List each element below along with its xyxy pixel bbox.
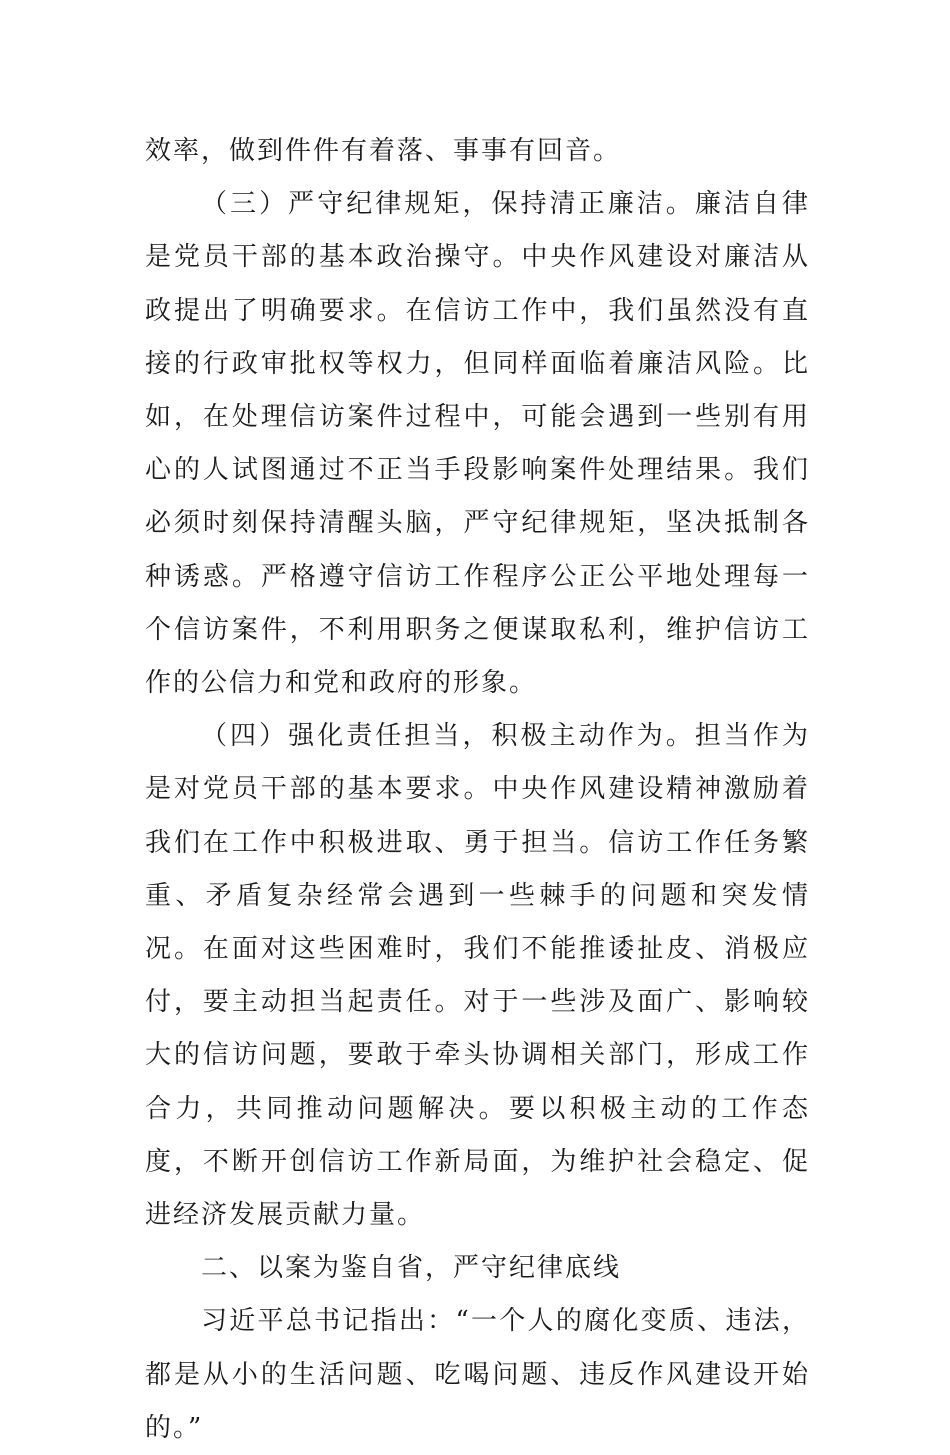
section-heading: 二、以案为鉴自省，严守纪律底线 bbox=[201, 1253, 622, 1284]
paragraph-quote: 习近平总书记指出：“一个人的腐化变质、违法，都是从小的生活问题、吃喝问题、违反作风建设开始的。” bbox=[145, 1306, 810, 1443]
paragraph-continuation: 效率，做到件件有着落、事事有回音。 bbox=[145, 136, 622, 166]
paragraph-section-three: （三）严守纪律规矩，保持清正廉洁。廉洁自律是党员干部的基本政治操守。中央作风建设对廉洁从政提出了明确要求。在信访工作中，我们虽然没有直接的行政审批权等权力，但同样面临着廉洁风险。比如，在处理信访案件过程中，可能会遇到一些别有用心的人试图通过不正当手段影响案件处理结果。我们必须时刻保持清醒头脑，严守纪律规矩，坚决抵制各种诱惑。严格遵守信访工作程序公正公平地处理每一个信访案件，不利用职务之便谋取私利，维护信访工作的公信力和党和政府的形象。 bbox=[145, 189, 810, 699]
document-body bbox=[145, 125, 810, 1455]
paragraph-section-four: （四）强化责任担当，积极主动作为。担当作为是对党员干部的基本要求。中央作风建设精神激励着我们在工作中积极进取、勇于担当。信访工作任务繁重、矛盾复杂经常会遇到一些棘手的问题和突发情况。在面对这些困难时，我们不能推诿扯皮、消极应付，要主动担当起责任。对于一些涉及面广、影响较大的信访问题，要敢于牵头协调相关部门，形成工作合力，共同推动问题解决。要以积极主动的工作态度，不断开创信访工作新局面，为维护社会稳定、促进经济发展贡献力量。 bbox=[145, 721, 810, 1231]
